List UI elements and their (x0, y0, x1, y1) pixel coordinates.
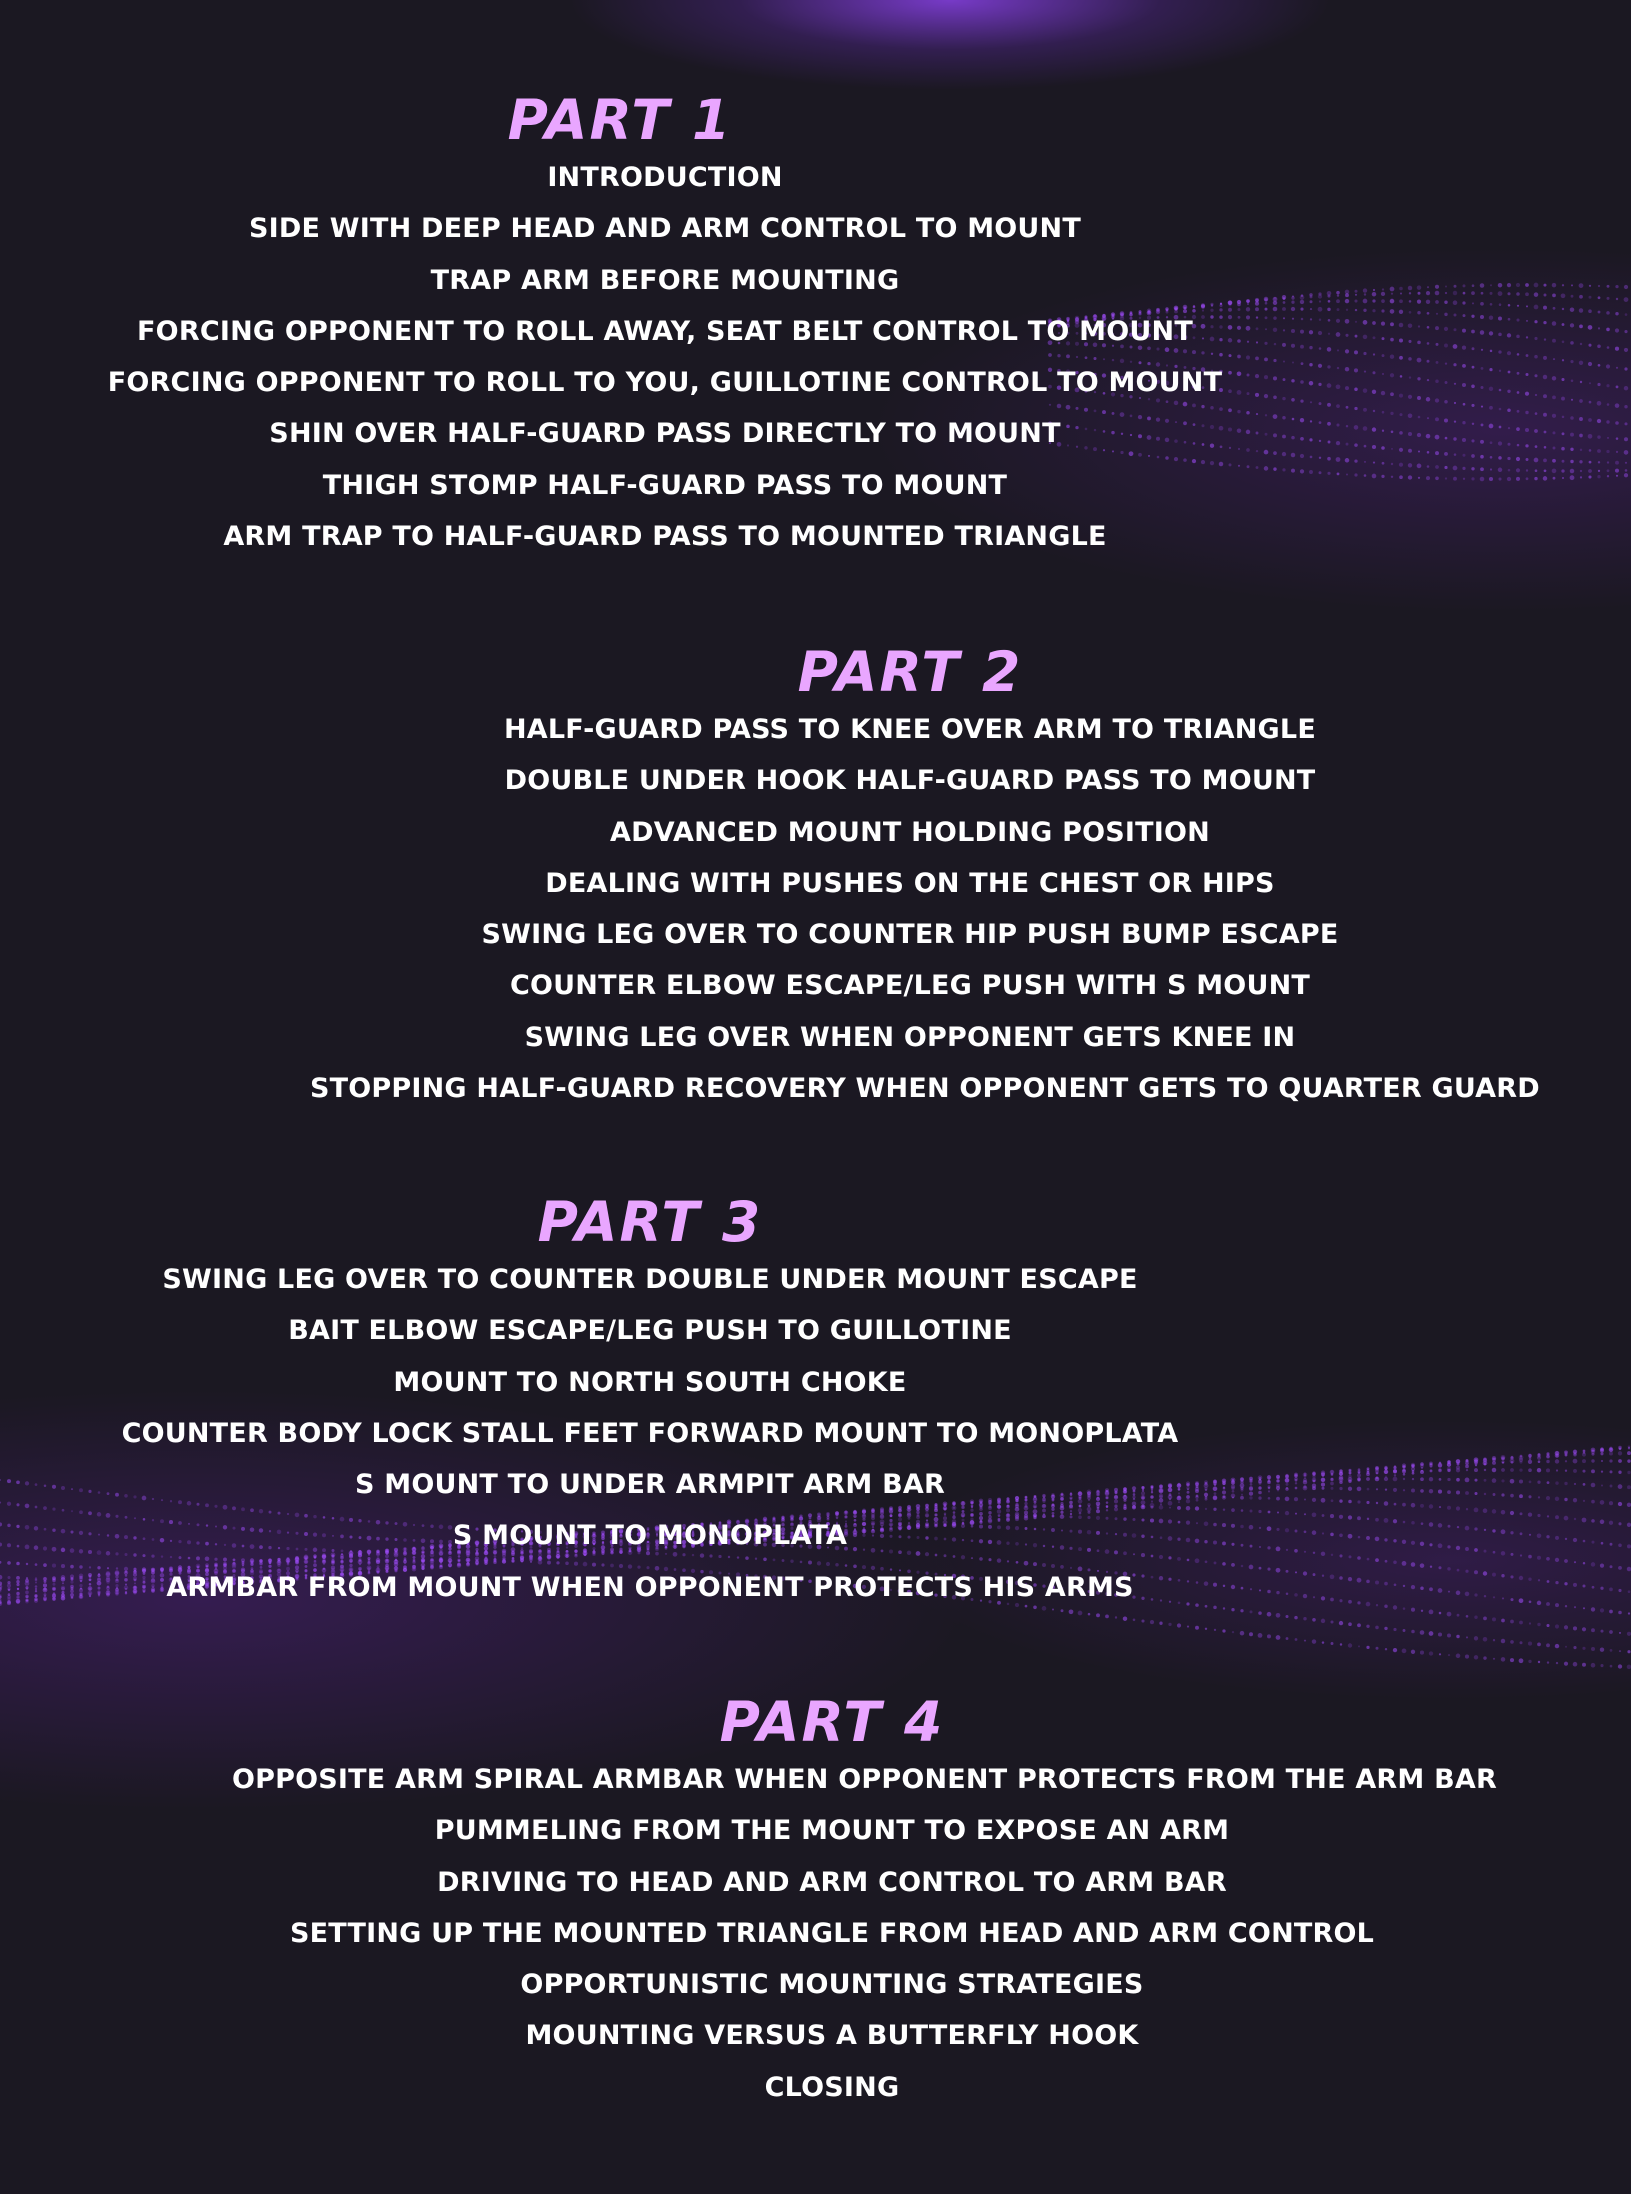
list-item: DRIVING TO HEAD AND ARM CONTROL TO ARM BAR (437, 1866, 1227, 1898)
list-item: OPPORTUNISTIC MOUNTING STRATEGIES (520, 1969, 1144, 2001)
list-item: STOPPING HALF-GUARD RECOVERY WHEN OPPONENT GETS TO QUARTER GUARD (310, 1073, 1540, 1105)
part-1-list (20, 152, 1310, 562)
list-item: TRAP ARM BEFORE MOUNTING (430, 264, 900, 296)
part-1-section (107, 88, 1310, 562)
part-2-list (310, 704, 1540, 1114)
part-2-title: PART 2 (797, 640, 1023, 704)
list-item: FORCING OPPONENT TO ROLL TO YOU, GUILLOTINE CONTROL TO MOUNT (107, 367, 1223, 399)
list-item: ADVANCED MOUNT HOLDING POSITION (610, 816, 1210, 848)
list-item: OPPOSITE ARM SPIRAL ARMBAR WHEN OPPONENT PROTECTS FROM THE ARM BAR (232, 1764, 1497, 1795)
list-item: ARM TRAP TO HALF-GUARD PASS TO MOUNTED TRIANGLE (223, 521, 1107, 553)
list-item: DEALING WITH PUSHES ON THE CHEST OR HIPS (545, 867, 1275, 899)
list-item: SWING LEG OVER WHEN OPPONENT GETS KNEE IN (524, 1021, 1296, 1053)
part-4-list (232, 1754, 1497, 2113)
list-item: SIDE WITH DEEP HEAD AND ARM CONTROL TO MOUNT (249, 213, 1081, 245)
list-item: MOUNTING VERSUS A BUTTERFLY HOOK (525, 2020, 1139, 2052)
part-1-title: PART 1 (507, 88, 733, 152)
part-2-section (310, 640, 1540, 1114)
part-3-title: PART 3 (537, 1190, 763, 1254)
list-item: PUMMELING FROM THE MOUNT TO EXPOSE AN ARM (434, 1815, 1230, 1847)
list-item: COUNTER ELBOW ESCAPE/LEG PUSH WITH S MOUNT (509, 970, 1310, 1002)
part-3-list (50, 1254, 1250, 1613)
part-4-title: PART 4 (719, 1690, 945, 1754)
part-4-section (232, 1690, 1497, 2113)
list-item: FORCING OPPONENT TO ROLL AWAY, SEAT BELT CONTROL TO MOUNT (137, 315, 1193, 347)
list-item: SETTING UP THE MOUNTED TRIANGLE FROM HEAD AND ARM CONTROL (289, 1917, 1375, 1949)
list-item: INTRODUCTION (547, 162, 783, 193)
list-item: THIGH STOMP HALF-GUARD PASS TO MOUNT (322, 469, 1008, 501)
list-item: SWING LEG OVER TO COUNTER DOUBLE UNDER MOUNT ESCAPE (162, 1264, 1138, 1295)
list-item: CLOSING (764, 2071, 900, 2103)
list-item: S MOUNT TO MONOPLATA (452, 1520, 848, 1552)
list-item: COUNTER BODY LOCK STALL FEET FORWARD MOUNT TO MONOPLATA (121, 1417, 1179, 1449)
list-item: BAIT ELBOW ESCAPE/LEG PUSH TO GUILLOTINE (288, 1315, 1012, 1347)
list-item: DOUBLE UNDER HOOK HALF-GUARD PASS TO MOUNT (504, 765, 1316, 797)
list-item: SWING LEG OVER TO COUNTER HIP PUSH BUMP ESCAPE (481, 919, 1339, 951)
list-item: ARMBAR FROM MOUNT WHEN OPPONENT PROTECTS HIS ARMS (166, 1571, 1134, 1603)
part-3-section (50, 1190, 1250, 1613)
list-item: MOUNT TO NORTH SOUTH CHOKE (393, 1366, 907, 1398)
list-item: S MOUNT TO UNDER ARMPIT ARM BAR (355, 1469, 945, 1501)
list-item: SHIN OVER HALF-GUARD PASS DIRECTLY TO MOUNT (269, 418, 1061, 450)
list-item: HALF-GUARD PASS TO KNEE OVER ARM TO TRIANGLE (504, 714, 1316, 745)
